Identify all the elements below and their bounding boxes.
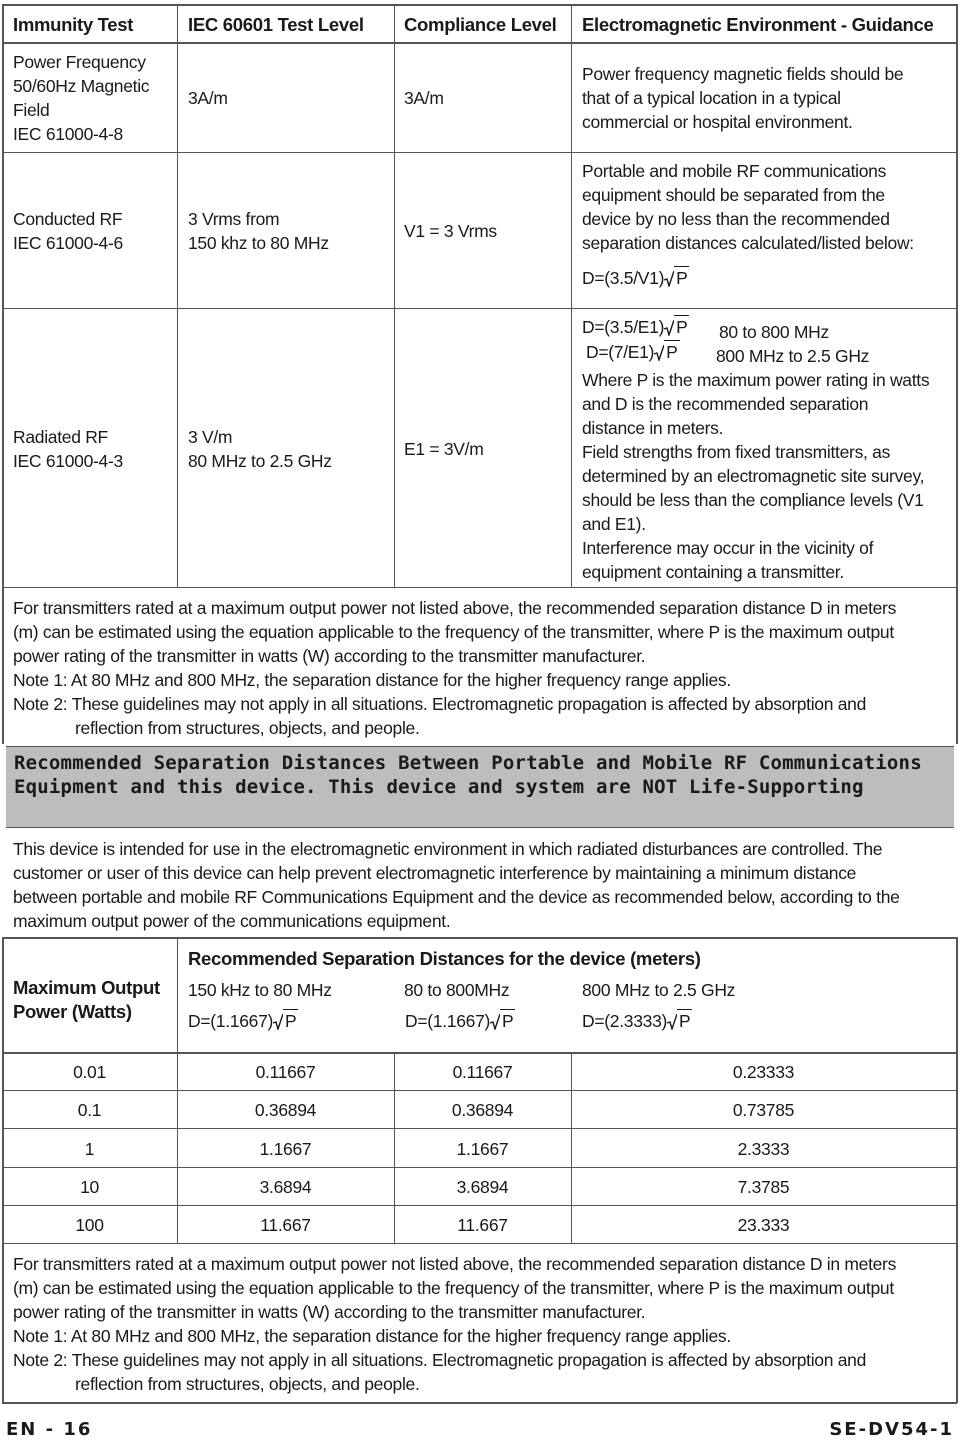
table-cell-band1: 0.11667	[255, 1062, 316, 1082]
table1-row-line	[2, 308, 957, 309]
power-header-line: Maximum Output	[13, 977, 160, 998]
table2-border-top	[2, 937, 957, 939]
formula-var: P	[679, 1011, 691, 1031]
header-iec-test-level: IEC 60601 Test Level	[188, 14, 364, 35]
band-range: 80 to 800MHz	[404, 980, 510, 1000]
table-cell-band1: 1.1667	[259, 1139, 312, 1159]
radiated-guidance-line: Where P is the maximum power rating in watts	[582, 370, 930, 390]
table-cell-band2: 1.1667	[456, 1139, 509, 1159]
power-guidance-line: commercial or hospital environment.	[582, 112, 853, 132]
formula-var: P	[285, 1011, 297, 1031]
radiated-test-line: Radiated RF	[13, 427, 108, 447]
conducted-guidance-line: device by no less than the recommended	[582, 209, 890, 229]
power-compliance: 3A/m	[404, 88, 444, 108]
band-formula	[405, 1009, 515, 1033]
table2-note-line: power rating of the transmitter in watts (W) according to the transmitter manufacturer.	[13, 1302, 646, 1322]
table2-border-bottom	[2, 1402, 957, 1404]
table1-note-line: (m) can be estimated using the equation applicable to the frequency of the transmitter, where P is the maximum output	[13, 622, 894, 642]
table2-row-line	[2, 1243, 957, 1244]
power-level: 3A/m	[188, 88, 228, 108]
table1-row-line	[2, 152, 957, 153]
conducted-level-line: 150 khz to 80 MHz	[188, 233, 329, 253]
table2-row-line	[2, 1090, 957, 1091]
radiated-guidance-line: and E1).	[582, 514, 646, 534]
conducted-guidance-line: Portable and mobile RF communications	[582, 161, 887, 181]
radiated-guidance-line: equipment containing a transmitter.	[582, 562, 844, 582]
header-guidance: Electromagnetic Environment - Guidance	[582, 14, 934, 35]
table1-col-line	[394, 4, 395, 587]
band-range: 800 MHz to 2.5 GHz	[582, 980, 736, 1000]
sqrt-symbol	[654, 340, 679, 364]
power-test-line: IEC 61000-4-8	[13, 124, 123, 144]
table-cell-band2: 11.667	[457, 1215, 508, 1235]
formula-var: P	[676, 317, 688, 337]
table-cell-power: 10	[80, 1177, 99, 1197]
header-compliance-level: Compliance Level	[404, 14, 557, 35]
table2-border-left	[2, 937, 4, 1403]
table1-col-line	[177, 4, 178, 587]
conducted-test-line: IEC 61000-4-6	[13, 233, 123, 253]
band-formula	[188, 1009, 298, 1033]
power-test-line: 50/60Hz Magnetic	[13, 76, 150, 96]
formula-prefix: D=(1.1667)	[405, 1011, 491, 1031]
radiated-range-2: 800 MHz to 2.5 GHz	[716, 346, 870, 366]
radiated-guidance-line: should be less than the compliance levels (V1	[582, 490, 924, 510]
power-header-line: Power (Watts)	[13, 1001, 132, 1022]
intro-line: between portable and mobile RF Communications Equipment and the device as recommended below, according to the	[13, 887, 900, 907]
model-number: SE-DV54-1	[829, 1419, 954, 1440]
table2-note-line: Note 1: At 80 MHz and 800 MHz, the separation distance for the higher frequency range applies.	[13, 1326, 731, 1346]
table2-row-line	[2, 1205, 957, 1206]
table2-note-line: reflection from structures, objects, and people.	[75, 1374, 420, 1394]
table-cell-band2: 0.11667	[452, 1062, 513, 1082]
formula-prefix: D=(2.3333)	[582, 1011, 668, 1031]
table-cell-power: 100	[75, 1215, 104, 1235]
table-cell-power: 0.1	[77, 1100, 102, 1120]
table2-note-line: Note 2: These guidelines may not apply in all situations. Electromagnetic propagation is affected by absorption and	[13, 1350, 867, 1370]
conducted-level-line: 3 Vrms from	[188, 209, 280, 229]
table-cell-power: 1	[84, 1139, 95, 1159]
table2-row-line	[2, 1128, 957, 1129]
table1-header-line	[2, 42, 957, 44]
table1-border-left	[2, 4, 4, 744]
radiated-guidance-line: and D is the recommended separation	[582, 394, 869, 414]
formula-prefix: D=(3.5/V1)	[582, 268, 665, 288]
distances-header: Recommended Separation Distances for the device (meters)	[188, 948, 701, 969]
intro-line: customer or user of this device can help prevent electromagnetic interference by maintaining a minimum distance	[13, 863, 857, 883]
band-range: 150 kHz to 80 MHz	[188, 980, 332, 1000]
conducted-guidance-line: separation distances calculated/listed below:	[582, 233, 914, 253]
table-cell-band3: 0.23333	[732, 1062, 795, 1082]
power-guidance-line: Power frequency magnetic fields should be	[582, 64, 904, 84]
radiated-range-1: 80 to 800 MHz	[719, 322, 829, 342]
radiated-formula-1	[582, 315, 689, 339]
table1-note-line: Note 1: At 80 MHz and 800 MHz, the separation distance for the higher frequency range applies.	[13, 670, 731, 690]
table2-header-line	[2, 1052, 957, 1054]
formula-prefix: D=(3.5/E1)	[582, 317, 665, 337]
formula-var: P	[676, 268, 688, 288]
table1-note-line: reflection from structures, objects, and people.	[75, 718, 420, 738]
formula-prefix: D=(7/E1)	[586, 342, 655, 362]
table-cell-band1: 11.667	[260, 1215, 311, 1235]
conducted-formula	[582, 266, 689, 290]
section-banner	[6, 746, 954, 828]
table1-note-line: power rating of the transmitter in watts (W) according to the transmitter manufacturer.	[13, 646, 646, 666]
table1-col-line	[571, 4, 572, 587]
formula-var: P	[666, 342, 678, 362]
table1-row-line	[2, 587, 957, 588]
header-immunity-test: Immunity Test	[13, 14, 134, 35]
formula-var: P	[502, 1011, 514, 1031]
intro-line: maximum output power of the communications equipment.	[13, 911, 451, 931]
formula-prefix: D=(1.1667)	[188, 1011, 274, 1031]
page-number: EN - 16	[6, 1419, 93, 1440]
power-test-line: Power Frequency	[13, 52, 146, 72]
table-cell-band3: 2.3333	[737, 1139, 790, 1159]
table-cell-band2: 0.36894	[451, 1100, 514, 1120]
table2-note-line: (m) can be estimated using the equation applicable to the frequency of the transmitter, where P is the maximum output	[13, 1278, 894, 1298]
power-test-line: Field	[13, 100, 50, 120]
radiated-formula-2	[586, 340, 680, 364]
sqrt-symbol	[273, 1009, 298, 1033]
radiated-compliance: E1 = 3V/m	[404, 439, 484, 459]
sqrt-symbol	[667, 1009, 692, 1033]
table-cell-band1: 3.6894	[259, 1177, 312, 1197]
conducted-test-line: Conducted RF	[13, 209, 123, 229]
radiated-test-line: IEC 61000-4-3	[13, 451, 123, 471]
table-cell-band3: 7.3785	[737, 1177, 790, 1197]
radiated-guidance-line: Field strengths from fixed transmitters, as	[582, 442, 891, 462]
sqrt-symbol	[490, 1009, 515, 1033]
table1-border-right	[956, 4, 958, 744]
table2-row-line	[2, 1167, 957, 1168]
band-formula	[582, 1009, 692, 1033]
radiated-guidance-line: determined by an electromagnetic site survey,	[582, 466, 925, 486]
table2-border-right	[956, 937, 958, 1403]
section-title: Recommended Separation Distances Between Portable and Mobile RF Communications Equipment and this device. This device and system are NOT Life-Supporting	[14, 752, 922, 798]
table-cell-band3: 0.73785	[732, 1100, 795, 1120]
table-cell-band2: 3.6894	[456, 1177, 509, 1197]
table1-border-top	[2, 4, 957, 6]
power-guidance-line: that of a typical location in a typical	[582, 88, 841, 108]
sqrt-symbol	[664, 266, 689, 290]
intro-line: This device is intended for use in the electromagnetic environment in which radiated disturbances are controlled. The	[13, 839, 883, 859]
conducted-guidance-line: equipment should be separated from the	[582, 185, 885, 205]
table1-note-line: Note 2: These guidelines may not apply in all situations. Electromagnetic propagation is affected by absorption and	[13, 694, 867, 714]
table2-note-line: For transmitters rated at a maximum output power not listed above, the recommended separation distance D in meters	[13, 1254, 897, 1274]
radiated-guidance-line: Interference may occur in the vicinity of	[582, 538, 874, 558]
sqrt-symbol	[664, 315, 689, 339]
radiated-level-line: 80 MHz to 2.5 GHz	[188, 451, 332, 471]
table1-note-line: For transmitters rated at a maximum output power not listed above, the recommended separation distance D in meters	[13, 598, 897, 618]
table-cell-power: 0.01	[73, 1062, 106, 1082]
table-cell-band3: 23.333	[737, 1215, 790, 1235]
table-cell-band1: 0.36894	[254, 1100, 317, 1120]
radiated-guidance-line: distance in meters.	[582, 418, 724, 438]
conducted-compliance: V1 = 3 Vrms	[404, 221, 497, 241]
radiated-level-line: 3 V/m	[188, 427, 233, 447]
